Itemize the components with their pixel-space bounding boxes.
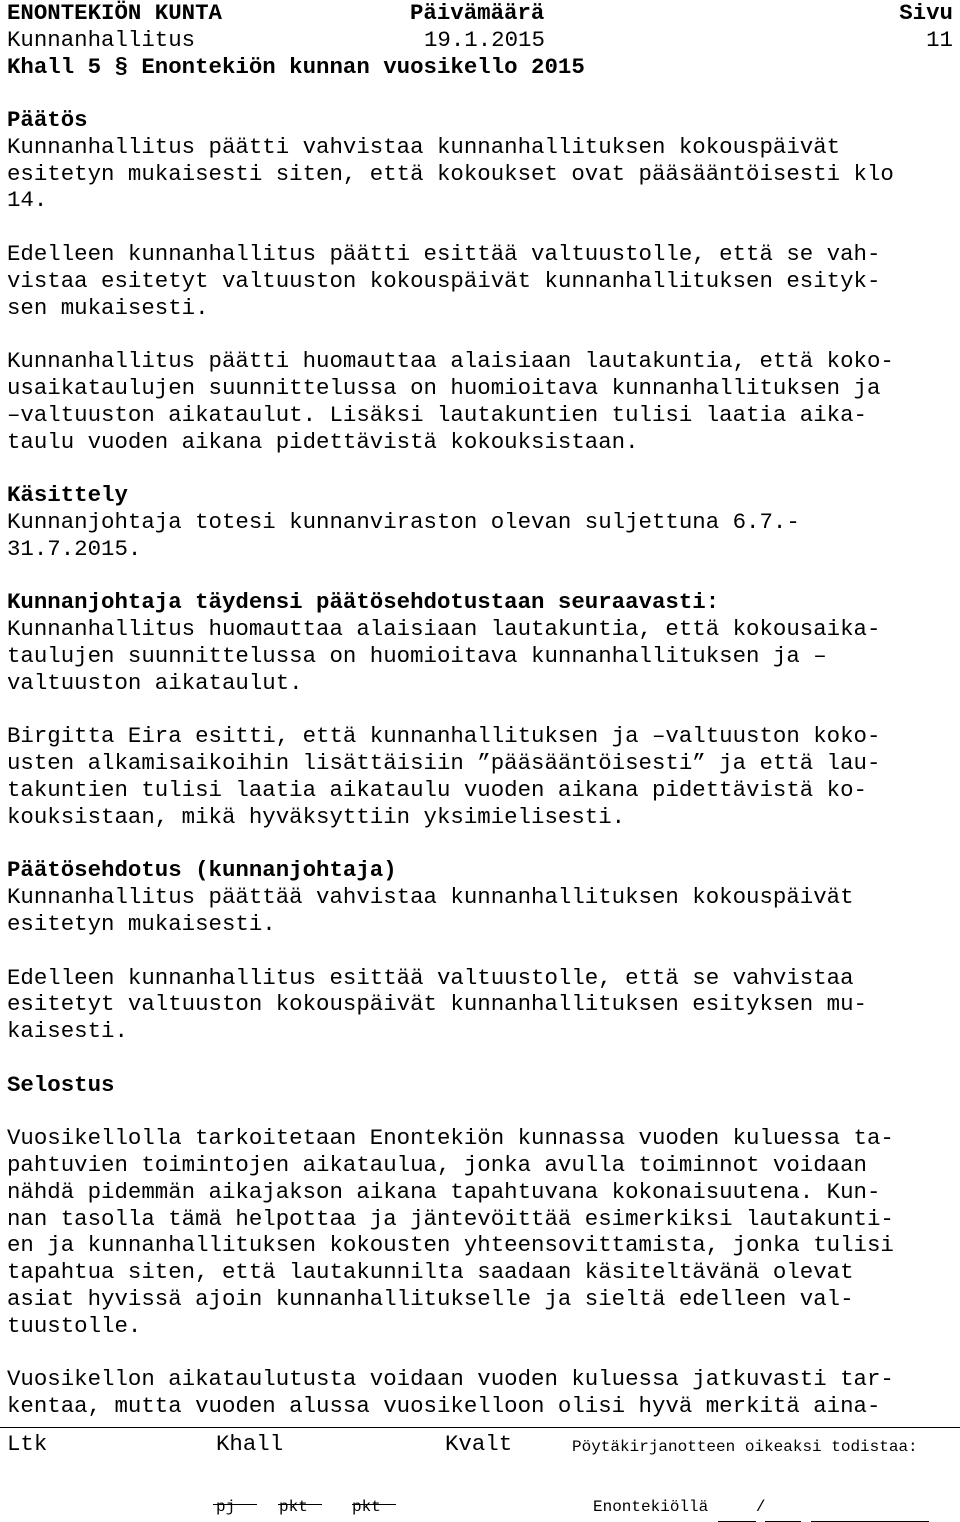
section-title — [7, 54, 585, 81]
paragraph-6 — [7, 723, 953, 830]
text-line: Kunnanhallitus huomauttaa alaisiaan lautakuntia, että kokousaika- — [7, 616, 881, 643]
text-line: vistaa esitetyt valtuuston kokouspäivät kunnanhallituksen esityk- — [7, 267, 881, 294]
signature-blank — [811, 1494, 929, 1522]
text-line: nähdä pidemmän aikajakson aikana tapahtuvana kokonaisuutena. Kun- — [7, 1178, 881, 1205]
section-title-text: Enontekiön kunnan vuosikello 2015 — [141, 54, 585, 80]
text-line: usaikataulujen suunnittelussa on huomioitava kunnanhallituksen ja — [7, 374, 881, 401]
text-line: asiat hyvissä ajoin kunnanhallitukselle ja sieltä edelleen val- — [7, 1286, 854, 1313]
text-line: Vuosikellon aikataulutusta voidaan vuoden kuluessa jatkuvasti tar- — [7, 1366, 894, 1393]
page-number: 11 — [926, 27, 953, 53]
body-name: Kunnanhallitus — [7, 27, 196, 53]
day-blank — [718, 1494, 756, 1522]
text-line: en ja kunnanhallituksen kokousten yhteensovittamista, jonka tulisi — [7, 1232, 894, 1259]
text-line: taulujen suunnittelussa on huomioitava kunnanhallituksen ja – — [7, 642, 827, 669]
org-name: ENONTEKIÖN KUNTA — [7, 0, 222, 26]
taydensi-heading: Kunnanjohtaja täydensi päätösehdotustaan seuraavasti: — [7, 589, 720, 616]
paragraph-10 — [7, 1366, 953, 1420]
document-body — [7, 107, 953, 1420]
page-label: Sivu — [899, 0, 953, 26]
text-line: sen mukaisesti. — [7, 294, 209, 321]
meeting-date: 19.1.2015 — [424, 27, 545, 53]
paragraph-1 — [7, 134, 953, 214]
footer-kvalt: Kvalt — [445, 1431, 513, 1457]
footer-pkt-2: pkt — [352, 1498, 381, 1516]
text-line: kouksistaan, mikä hyväksyttiin yksimielisesti. — [7, 803, 626, 830]
text-line: kentaa, mutta vuoden alussa vuosikelloon olisi hyvä merkitä aina- — [7, 1393, 881, 1420]
text-line: taulu vuoden aikana pidettävistä kokouksistaan. — [7, 428, 639, 455]
text-line: Kunnanhallitus päätti vahvistaa kunnanhallituksen kokouspäivät — [7, 133, 841, 160]
paragraph-9 — [7, 1125, 953, 1339]
text-line: esitetyn mukaisesti. — [7, 910, 276, 937]
text-line: esitetyt valtuuston kokouspäivät kunnanhallituksen esityksen mu- — [7, 991, 867, 1018]
footer-khall: Khall — [216, 1431, 284, 1457]
section-symbol: § — [114, 54, 128, 80]
text-line: usten alkamisaikoihin lisättäisiin ”pääsääntöisesti” ja että lau- — [7, 750, 881, 777]
paatos-heading: Päätös — [7, 107, 88, 133]
paragraph-8 — [7, 965, 953, 1045]
text-line: nan tasolla tämä helpottaa ja jäntevöittää esimerkiksi lautakunti- — [7, 1205, 894, 1232]
month-blank — [765, 1494, 801, 1522]
text-line: Kunnanhallitus päättää vahvistaa kunnanhallituksen kokouspäivät — [7, 884, 854, 911]
paragraph-3 — [7, 348, 953, 455]
paragraph-5 — [7, 616, 953, 696]
footer-place-row — [593, 1494, 929, 1522]
text-line: 14. — [7, 187, 48, 214]
section-number: Khall 5 — [7, 54, 102, 80]
text-line: 31.7.2015. — [7, 535, 142, 562]
text-line: Kunnanjohtaja totesi kunnanviraston olevan suljettuna 6.7.- — [7, 508, 800, 535]
text-line: Edelleen kunnanhallitus päätti esittää valtuustolle, että se vah- — [7, 240, 881, 267]
paragraph-7 — [7, 884, 953, 938]
text-line: kaisesti. — [7, 1018, 128, 1045]
footer-pkt-1: pkt — [279, 1498, 308, 1516]
header-row-1 — [7, 0, 953, 27]
footer-place: Enontekiöllä — [593, 1498, 709, 1516]
date-slash: / — [755, 1498, 766, 1516]
text-line: –valtuuston aikataulut. Lisäksi lautakuntien tulisi laatia aika- — [7, 401, 867, 428]
text-line: Vuosikellolla tarkoitetaan Enontekiön kunnassa vuoden kuluessa ta- — [7, 1125, 894, 1152]
ehdotus-heading: Päätösehdotus (kunnanjohtaja) — [7, 857, 397, 884]
text-line: esitetyn mukaisesti siten, että kokoukset ovat pääsääntöisesti klo — [7, 160, 894, 187]
date-label: Päivämäärä — [410, 0, 545, 26]
footer-ltk: Ltk — [7, 1431, 48, 1457]
paragraph-2 — [7, 241, 953, 321]
footer-certify: Pöytäkirjanotteen oikeaksi todistaa: — [572, 1438, 918, 1456]
text-line: Edelleen kunnanhallitus esittää valtuustolle, että se vahvistaa — [7, 964, 854, 991]
selostus-heading: Selostus — [7, 1071, 115, 1098]
text-line: tapahtua siten, että lautakunnilta saadaan käsiteltävänä olevat — [7, 1259, 854, 1286]
footer-divider — [0, 1427, 960, 1428]
paragraph-4 — [7, 509, 953, 563]
header-row-2 — [7, 27, 953, 54]
text-line: pahtuvien toimintojen aikataulua, jonka avulla toiminnot voidaan — [7, 1152, 867, 1179]
text-line: tuustolle. — [7, 1312, 142, 1339]
kasittely-heading: Käsittely — [7, 482, 128, 509]
footer-pj: pj — [216, 1498, 236, 1516]
text-line: valtuuston aikataulut. — [7, 669, 303, 696]
text-line: Birgitta Eira esitti, että kunnanhallituksen ja –valtuuston koko- — [7, 723, 881, 750]
text-line: takuntien tulisi laatia aikataulu vuoden aikana pidettävistä ko- — [7, 776, 867, 803]
text-line: Kunnanhallitus päätti huomauttaa alaisiaan lautakuntia, että koko- — [7, 348, 894, 375]
